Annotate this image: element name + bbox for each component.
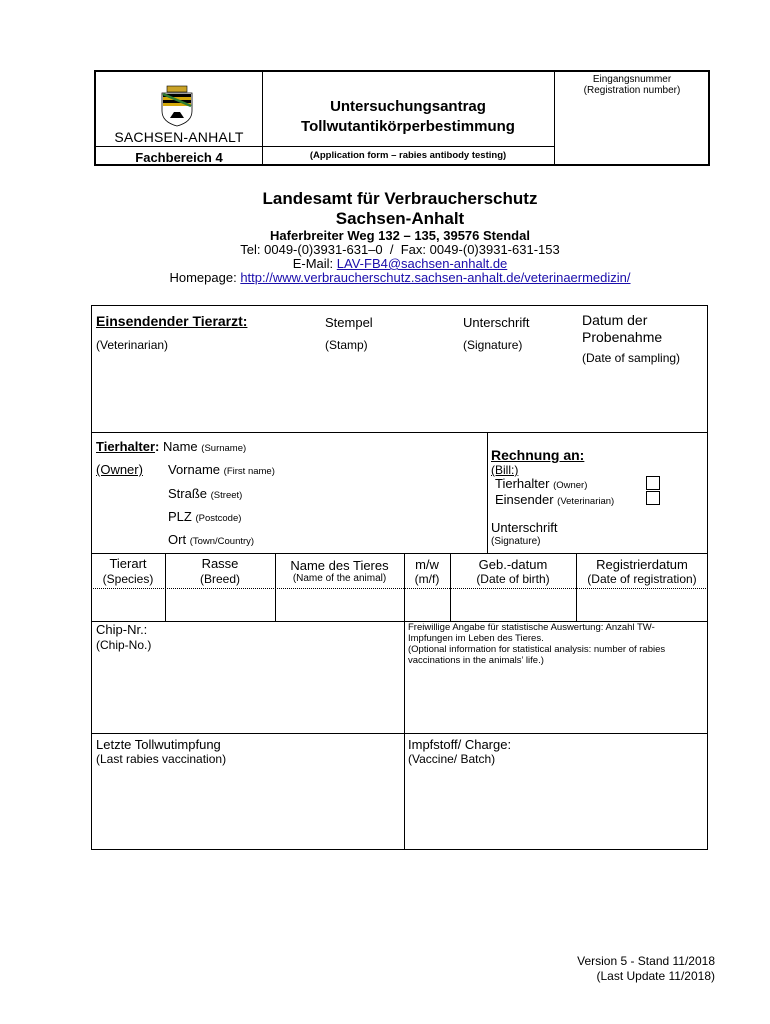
vaccine-batch-input[interactable] (408, 770, 703, 845)
col-header-animal-name: Name des Tieres (290, 558, 389, 573)
firstname-label: Vorname (168, 462, 221, 477)
breed-input[interactable] (166, 590, 274, 620)
col-header-animal-name-en: (Name of the animal) (292, 573, 387, 584)
homepage-link[interactable]: http://www.verbraucherschutz.sachsen-anhalt.de/veterinaermedizin/ (240, 270, 631, 285)
bill-signature-label: Unterschrift (491, 520, 558, 535)
last-vaccination-input[interactable] (96, 770, 396, 845)
col-header-birth-date: Geb.-datum (478, 557, 548, 572)
version-label-en: (Last Update 11/2018) (596, 969, 715, 983)
table-header-separator (91, 588, 708, 589)
vet-input-area[interactable] (96, 360, 566, 430)
vet-section-title: Einsendender Tierarzt: (96, 313, 248, 329)
agency-phone: Tel: 0049-(0)3931-631–0 / Fax: 0049-(0)3931-631-153 (240, 242, 560, 257)
optional-stats-line3: (Optional information for statistical analysis: number of rabies (408, 644, 666, 655)
col-header-birth-date-en: (Date of birth) (476, 572, 550, 586)
agency-name-line2: Sachsen-Anhalt (335, 209, 465, 228)
stamp-label: Stempel (325, 315, 373, 330)
sex-input[interactable] (405, 590, 449, 620)
postcode-label-en: (Postcode) (195, 513, 242, 524)
last-vaccination-label: Letzte Tollwutimpfung (96, 737, 221, 752)
bill-sender-label: Einsender (495, 492, 554, 507)
registration-date-input[interactable] (577, 590, 707, 620)
coat-of-arms-icon (158, 85, 196, 127)
bill-owner-checkbox[interactable] (646, 476, 660, 490)
email-label: E-Mail: (292, 256, 337, 271)
logo-cell (96, 72, 263, 164)
divider (487, 432, 488, 553)
owner-section-title: Tierhalter (96, 439, 156, 454)
firstname-row (168, 462, 275, 477)
vet-signature-label: Unterschrift (463, 315, 530, 330)
bill-owner-label: Tierhalter (495, 476, 550, 491)
optional-stats-line2: Impfungen im Leben des Tieres. (408, 633, 544, 644)
species-input[interactable] (92, 590, 164, 620)
registration-label-en: (Registration number) (583, 85, 681, 96)
optional-stats-line1: Freiwillige Angabe für statistische Auswertung: Anzahl TW- (408, 622, 655, 633)
divider (404, 621, 405, 849)
postcode-label: PLZ (168, 509, 192, 524)
divider (91, 733, 708, 734)
col-header-breed-en: (Breed) (199, 572, 240, 586)
town-label: Ort (168, 532, 187, 547)
email-link[interactable]: LAV-FB4@sachsen-anhalt.de (336, 256, 508, 271)
col-header-sex-en: (m/f) (414, 572, 440, 586)
form-subtitle: (Application form – rabies antibody testing) (309, 150, 507, 161)
divider (91, 553, 708, 554)
vet-section-title-en: (Veterinarian) (96, 338, 169, 352)
form-title-line2: Tollwutantikörperbestimmung (301, 118, 515, 135)
divider (262, 146, 554, 147)
vet-signature-label-en: (Signature) (463, 338, 523, 352)
agency-homepage-line (0, 270, 770, 285)
chip-label-en: (Chip-No.) (96, 638, 152, 652)
bill-signature-label-en: (Signature) (491, 536, 541, 547)
divider (96, 146, 262, 147)
department-label: Fachbereich 4 (135, 150, 223, 165)
bill-owner-label-en: (Owner) (553, 480, 588, 491)
street-row (168, 486, 242, 501)
chip-number-input[interactable] (96, 655, 396, 730)
owner-input-area[interactable] (290, 440, 480, 550)
sampling-date-label-en: (Date of sampling) (582, 351, 681, 365)
bill-owner-row (495, 476, 587, 491)
col-header-registration-date-en: (Date of registration) (587, 572, 697, 586)
animal-name-input[interactable] (276, 590, 403, 620)
col-header-species: Tierart (109, 556, 147, 571)
chip-label: Chip-Nr.: (96, 622, 148, 637)
col-header-sex: m/w (415, 557, 439, 572)
town-row (168, 532, 254, 547)
header-box (94, 70, 710, 166)
version-label: Version 5 - Stand 11/2018 (577, 954, 715, 968)
divider (91, 432, 708, 433)
agency-email-line (0, 256, 770, 271)
sampling-date-label-line1: Datum der (582, 312, 648, 328)
vaccination-count-input[interactable] (408, 670, 703, 730)
agency-address: Haferbreiter Weg 132 – 135, 39576 Stendal (270, 228, 530, 243)
homepage-label: Homepage: (169, 270, 241, 285)
sampling-date-label-line2: Probenahme (582, 329, 663, 345)
owner-colon: : (155, 439, 160, 454)
postcode-row (168, 509, 241, 524)
col-header-species-en: (Species) (102, 572, 154, 586)
form-title-line1: Untersuchungsantrag (330, 98, 486, 115)
registration-number-cell[interactable] (554, 72, 709, 164)
bill-sender-checkbox[interactable] (646, 491, 660, 505)
firstname-label-en: (First name) (223, 466, 275, 477)
birth-date-input[interactable] (451, 590, 575, 620)
street-label-en: (Street) (210, 490, 243, 501)
vaccine-batch-label-en: (Vaccine/ Batch) (408, 752, 496, 766)
bill-section-title-en: (Bill:) (491, 463, 519, 477)
optional-stats-line4: vaccinations in the animals’ life.) (408, 655, 544, 666)
vaccine-batch-label: Impfstoff/ Charge: (408, 737, 512, 752)
surname-label: Name (162, 439, 198, 454)
stamp-label-en: (Stamp) (325, 338, 368, 352)
last-vaccination-label-en: (Last rabies vaccination) (96, 752, 227, 766)
col-header-registration-date: Registrierdatum (596, 557, 688, 572)
bill-sender-label-en: (Veterinarian) (557, 496, 615, 507)
bill-sender-row (495, 492, 614, 507)
logo-text: SACHSEN-ANHALT (114, 129, 244, 145)
registration-label: Eingangsnummer (592, 74, 672, 85)
owner-section-title-en: (Owner) (96, 462, 143, 477)
owner-name-row (96, 439, 246, 454)
agency-name-line1: Landesamt für Verbraucherschutz (262, 189, 538, 208)
bill-section-title: Rechnung an: (491, 447, 585, 463)
col-header-breed: Rasse (201, 556, 239, 571)
surname-label-en: (Surname) (201, 443, 247, 454)
street-label: Straße (168, 486, 208, 501)
town-label-en: (Town/Country) (189, 536, 255, 547)
